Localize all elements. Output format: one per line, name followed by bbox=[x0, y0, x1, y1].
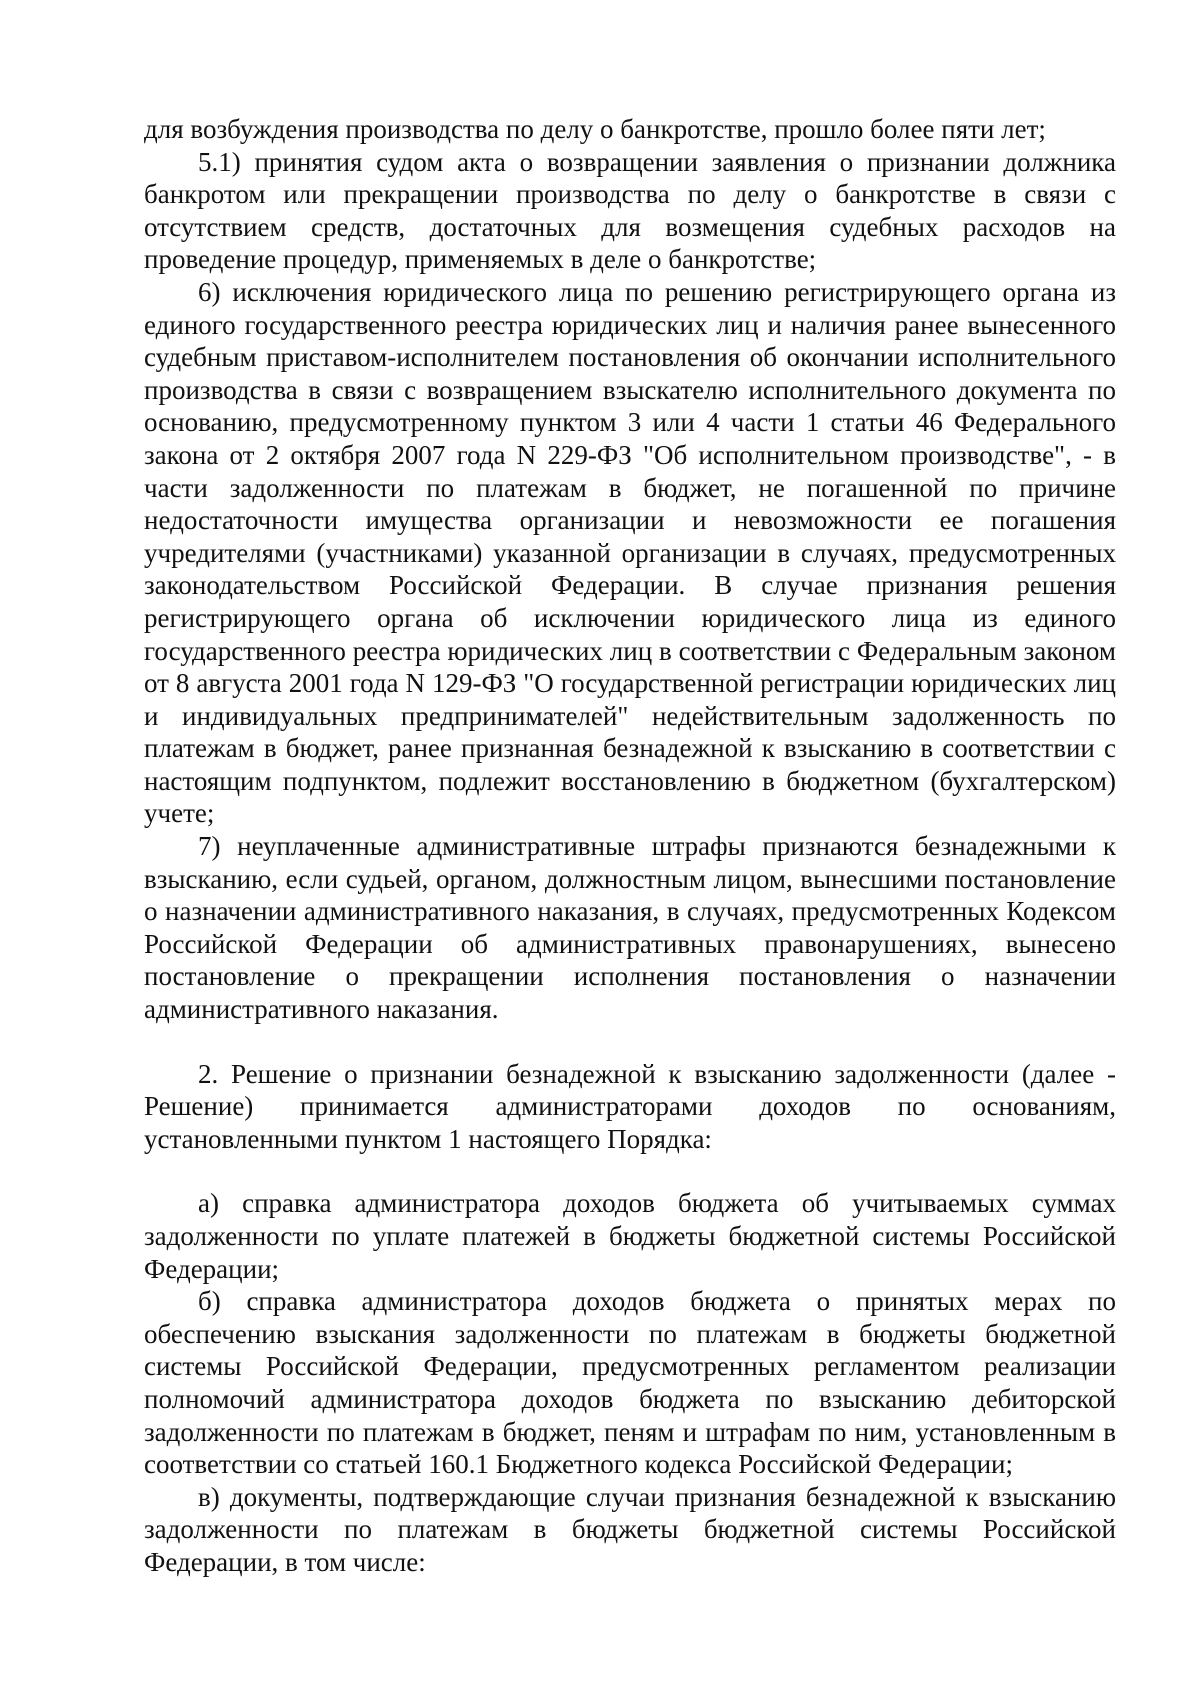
paragraph-item-5-1: 5.1) принятия судом акта о возвращении заявления о признании должника банкротом или прекращении производства по делу о банкротстве в связи с отсутствием средств, достаточных для возмещения судебных расходов на проведение процедур, применяемых в деле о банкротстве; bbox=[144, 146, 1116, 275]
paragraph-item-v: в) документы, подтверждающие случаи признания безнадежной к взысканию задолженности по платежам в бюджеты бюджетной системы Российской Федерации, в том числе: bbox=[144, 1481, 1116, 1577]
paragraph-item-6: 6) исключения юридического лица по решению регистрирующего органа из единого государственного реестра юридических лиц и наличия ранее вынесенного судебным приставом-исполнителем постановления об окончании исполнительного производства в связи с возвращением взыскателю исполнительного документа по основанию, предусмотренному пунктом 3 или 4 части 1 статьи 46 Федерального закона от 2 октября 2007 года N 229-ФЗ "Об исполнительном производстве", - в части задолженности по платежам в бюджет, не погашенной по причине недостаточности имущества организации и невозможности ее погашения учредителями (участниками) указанной организации в случаях, предусмотренных законодательством Российской Федерации. В случае признания решения регистрирующего органа об исключении юридического лица из единого государственного реестра юридических лиц в соответствии с Федеральным законом от 8 августа 2001 года N 129-ФЗ "О государственной регистрации юридических лиц и индивидуальных предпринимателей" недействительным задолженность по платежам в бюджет, ранее признанная безнадежной к взысканию в соответствии с настоящим подпунктом, подлежит восстановлению в бюджетном (бухгалтерском) учете; bbox=[144, 276, 1116, 829]
paragraph-item-b: б) справка администратора доходов бюджета о принятых мерах по обеспечению взыскания задолженности по платежам в бюджеты бюджетной системы Российской Федерации, предусмотренных регламентом реализации полномочий администратора доходов бюджета по взысканию дебиторской задолженности по платежам в бюджет, пеням и штрафам по ним, установленным в соответствии со статьей 160.1 Бюджетного кодекса Российской Федерации; bbox=[144, 1286, 1116, 1480]
paragraph-item-7: 7) неуплаченные административные штрафы признаются безнадежными к взысканию, если судьей, органом, должностным лицом, вынесшими постановление о назначении административного наказания, в случаях, предусмотренных Кодексом Российской Федерации об административных правонарушениях, вынесено постановление о прекращении исполнения постановления о назначении административного наказания. bbox=[144, 831, 1116, 1025]
paragraph-section-2: 2. Решение о признании безнадежной к взысканию задолженности (далее - Решение) принимается администраторами доходов по основаниям, установленными пунктом 1 настоящего Порядка: bbox=[144, 1058, 1116, 1154]
document-body bbox=[144, 113, 1116, 1579]
paragraph-bankruptcy-continuation: для возбуждения производства по делу о банкротстве, прошло более пяти лет; bbox=[144, 114, 1046, 144]
paragraph-item-a: а) справка администратора доходов бюджета об учитываемых суммах задолженности по уплате платежей в бюджеты бюджетной системы Российской Федерации; bbox=[144, 1188, 1116, 1284]
